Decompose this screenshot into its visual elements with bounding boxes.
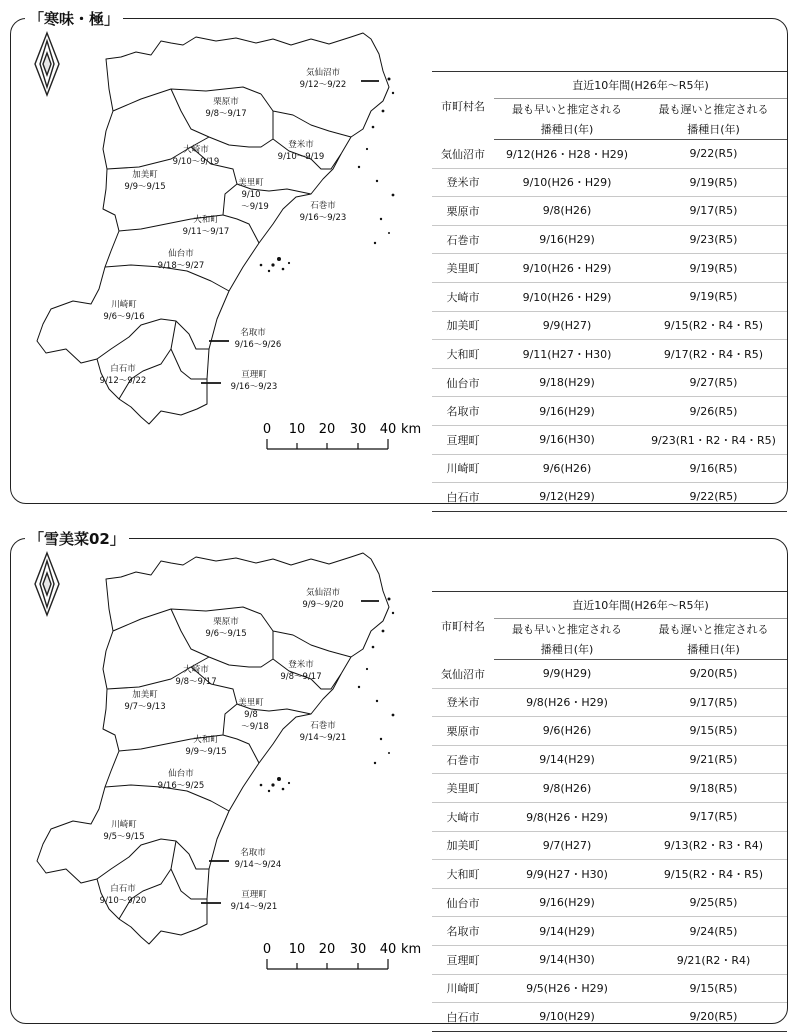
latest-date-cell: 9/17(R2・R4・R5) [640,340,787,369]
map-label-misato-range2: ～9/18 [241,722,269,732]
municipality-cell: 気仙沼市 [432,140,494,169]
earliest-date-cell: 9/18(H29) [494,368,640,397]
compass-icon [35,553,59,615]
earliest-date-cell: 9/8(H26) [494,774,640,803]
earliest-date-cell: 9/9(H27) [494,311,640,340]
scale-bar [263,422,421,449]
latest-date-cell: 9/19(R5) [640,282,787,311]
map-label-shiroishi-range: 9/12～9/22 [99,376,147,386]
table-row [432,717,787,746]
table-row [432,454,787,483]
sowing-date-table [432,591,787,1032]
earliest-date-cell: 9/10(H26・H29) [494,168,640,197]
latest-date-cell: 9/21(R2・R4) [640,945,787,974]
scale-bar [263,942,421,969]
scale-tick-30: 30 [349,422,367,437]
scale-unit: km [401,422,422,437]
municipality-cell: 栗原市 [432,197,494,226]
scale-unit: km [401,942,422,957]
map-label-taiwa-range: 9/9～9/15 [185,747,227,757]
map-label-kurihara-name: 栗原市 [213,97,239,107]
municipality-cell: 登米市 [432,688,494,717]
table-row [432,660,787,689]
municipality-cell: 川崎町 [432,454,494,483]
latest-date-cell: 9/15(R5) [640,974,787,1003]
table-row [432,254,787,283]
map-label-shiroishi-name: 白石市 [110,364,136,374]
map-label-ishinomaki-range: 9/14～9/21 [299,733,347,743]
latest-date-cell: 9/23(R1・R2・R4・R5) [640,425,787,454]
earliest-date-cell: 9/16(H29) [494,397,640,426]
municipality-cell: 白石市 [432,483,494,512]
map-label-tome-name: 登米市 [288,660,314,670]
municipality-cell: 仙台市 [432,888,494,917]
col-header-earliest-sub: 播種日(年) [494,120,640,140]
municipality-cell: 名取市 [432,397,494,426]
earliest-date-cell: 9/16(H29) [494,225,640,254]
map-label-misato-name: 美里町 [238,178,264,188]
col-header-latest-sub: 播種日(年) [640,640,787,660]
scale-tick-30: 30 [349,942,367,957]
table-row [432,282,787,311]
map-label-misato-range1: 9/8 [244,710,258,720]
compass-icon [35,33,59,95]
municipality-cell: 川崎町 [432,974,494,1003]
map-label-osaki-name: 大崎市 [183,145,209,155]
latest-date-cell: 9/17(R5) [640,802,787,831]
map-label-kami-name: 加美町 [132,690,158,700]
earliest-date-cell: 9/12(H29) [494,483,640,512]
map-label-kami-range: 9/9～9/15 [124,182,166,192]
map-label-kurihara-range: 9/8～9/17 [205,109,247,119]
map-label-shiroishi-name: 白石市 [110,884,136,894]
earliest-date-cell: 9/8(H26・H29) [494,802,640,831]
latest-date-cell: 9/23(R5) [640,225,787,254]
map-label-ishinomaki-name: 石巻市 [310,721,336,731]
col-header-latest-sub: 播種日(年) [640,120,787,140]
map-label-misato-name: 美里町 [238,698,264,708]
earliest-date-cell: 9/16(H30) [494,425,640,454]
map-label-shiroishi-range: 9/10～9/20 [99,896,147,906]
earliest-date-cell: 9/10(H29) [494,1003,640,1032]
municipality-cell: 大崎市 [432,282,494,311]
latest-date-cell: 9/20(R5) [640,660,787,689]
earliest-date-cell: 9/9(H27・H30) [494,860,640,889]
earliest-date-cell: 9/8(H26) [494,197,640,226]
table-row [432,688,787,717]
earliest-date-cell: 9/16(H29) [494,888,640,917]
table-row [432,1003,787,1032]
municipality-map [11,539,431,1025]
municipality-cell: 仙台市 [432,368,494,397]
map-label-misato-range1: 9/10 [241,190,261,200]
panel-title: 「寒味・極」 [25,10,123,28]
municipality-map [11,19,431,505]
latest-date-cell: 9/20(R5) [640,1003,787,1032]
map-label-osaki-range: 9/8～9/17 [175,677,217,687]
variety-panel [10,530,788,1024]
latest-date-cell: 9/19(R5) [640,168,787,197]
map-label-kesennuma-name: 気仙沼市 [305,68,341,78]
table-row [432,483,787,512]
scale-tick-20: 20 [318,422,336,437]
map-label-kami-range: 9/7～9/13 [124,702,166,712]
table-row [432,860,787,889]
municipality-cell: 白石市 [432,1003,494,1032]
municipality-cell: 大和町 [432,860,494,889]
map-label-watari-name: 亘理町 [241,890,267,900]
municipality-cell: 美里町 [432,774,494,803]
latest-date-cell: 9/21(R5) [640,745,787,774]
earliest-date-cell: 9/6(H26) [494,717,640,746]
latest-date-cell: 9/24(R5) [640,917,787,946]
map-label-watari-name: 亘理町 [241,370,267,380]
municipality-cell: 栗原市 [432,717,494,746]
latest-date-cell: 9/15(R2・R4・R5) [640,311,787,340]
table-row [432,197,787,226]
table-row [432,974,787,1003]
table-row [432,168,787,197]
table-row [432,802,787,831]
map-label-kesennuma-range: 9/9～9/20 [302,600,344,610]
map-label-kesennuma-range: 9/12～9/22 [299,80,347,90]
latest-date-cell: 9/15(R2・R4・R5) [640,860,787,889]
earliest-date-cell: 9/14(H29) [494,917,640,946]
earliest-date-cell: 9/7(H27) [494,831,640,860]
sowing-date-table [432,71,787,512]
map-label-sendai-range: 9/18～9/27 [157,261,205,271]
earliest-date-cell: 9/12(H26・H28・H29) [494,140,640,169]
latest-date-cell: 9/13(R2・R3・R4) [640,831,787,860]
latest-date-cell: 9/16(R5) [640,454,787,483]
municipality-cell: 登米市 [432,168,494,197]
latest-date-cell: 9/26(R5) [640,397,787,426]
col-header-earliest: 最も早いと推定される [494,99,640,121]
municipality-cell: 亘理町 [432,425,494,454]
earliest-date-cell: 9/10(H26・H29) [494,254,640,283]
table-row [432,945,787,974]
earliest-date-cell: 9/10(H26・H29) [494,282,640,311]
table-row [432,425,787,454]
municipality-cell: 気仙沼市 [432,660,494,689]
table-row [432,831,787,860]
table-row [432,368,787,397]
scale-tick-20: 20 [318,942,336,957]
earliest-date-cell: 9/9(H29) [494,660,640,689]
map-label-taiwa-range: 9/11～9/17 [182,227,230,237]
map-label-osaki-range: 9/10～9/19 [172,157,220,167]
table-row [432,774,787,803]
municipality-cell: 亘理町 [432,945,494,974]
latest-date-cell: 9/17(R5) [640,197,787,226]
map-label-kesennuma-name: 気仙沼市 [305,588,341,598]
latest-date-cell: 9/17(R5) [640,688,787,717]
latest-date-cell: 9/18(R5) [640,774,787,803]
municipality-cell: 石巻市 [432,745,494,774]
map-label-watari-range: 9/16～9/23 [230,382,278,392]
map-label-natori-name: 名取市 [240,328,266,338]
earliest-date-cell: 9/5(H26・H29) [494,974,640,1003]
scale-tick-0: 0 [262,942,272,957]
municipality-cell: 美里町 [432,254,494,283]
map-label-ishinomaki-name: 石巻市 [310,201,336,211]
scale-tick-10: 10 [288,422,306,437]
map-label-natori-range: 9/16～9/26 [234,340,282,350]
map-label-kurihara-range: 9/6～9/15 [205,629,247,639]
map-label-osaki-name: 大崎市 [183,665,209,675]
col-header-municipality: 市町村名 [432,592,494,660]
scale-tick-40: 40 [379,942,397,957]
municipality-cell: 加美町 [432,831,494,860]
scale-tick-0: 0 [262,422,272,437]
latest-date-cell: 9/22(R5) [640,140,787,169]
municipality-cell: 石巻市 [432,225,494,254]
map-label-natori-name: 名取市 [240,848,266,858]
municipality-cell: 大崎市 [432,802,494,831]
map-label-natori-range: 9/14～9/24 [234,860,282,870]
latest-date-cell: 9/22(R5) [640,483,787,512]
col-header-earliest-sub: 播種日(年) [494,640,640,660]
table-row [432,311,787,340]
col-header-period: 直近10年間(H26年～R5年) [494,72,787,99]
map-label-kawasaki-name: 川崎町 [111,820,137,830]
map-label-ishinomaki-range: 9/16～9/23 [299,213,347,223]
earliest-date-cell: 9/14(H29) [494,745,640,774]
table-row [432,917,787,946]
table-row [432,225,787,254]
scale-tick-10: 10 [288,942,306,957]
table-row [432,888,787,917]
earliest-date-cell: 9/8(H26・H29) [494,688,640,717]
earliest-date-cell: 9/11(H27・H30) [494,340,640,369]
table-row [432,397,787,426]
map-label-taiwa-name: 大和町 [193,215,219,225]
earliest-date-cell: 9/14(H30) [494,945,640,974]
municipality-cell: 加美町 [432,311,494,340]
col-header-latest: 最も遅いと推定される [640,99,787,121]
col-header-municipality: 市町村名 [432,72,494,140]
map-label-tome-range: 9/10～9/19 [277,152,325,162]
map-label-kawasaki-name: 川崎町 [111,300,137,310]
map-label-watari-range: 9/14～9/21 [230,902,278,912]
col-header-latest: 最も遅いと推定される [640,619,787,641]
table-row [432,745,787,774]
table-row [432,140,787,169]
map-label-kami-name: 加美町 [132,170,158,180]
map-label-taiwa-name: 大和町 [193,735,219,745]
map-label-sendai-name: 仙台市 [168,769,194,779]
map-label-kawasaki-range: 9/5～9/15 [103,832,145,842]
map-label-kurihara-name: 栗原市 [213,617,239,627]
variety-panel [10,10,788,504]
latest-date-cell: 9/27(R5) [640,368,787,397]
table-row [432,340,787,369]
earliest-date-cell: 9/6(H26) [494,454,640,483]
municipality-cell: 名取市 [432,917,494,946]
map-label-sendai-name: 仙台市 [168,249,194,259]
col-header-period: 直近10年間(H26年～R5年) [494,592,787,619]
latest-date-cell: 9/19(R5) [640,254,787,283]
scale-tick-40: 40 [379,422,397,437]
map-label-kawasaki-range: 9/6～9/16 [103,312,145,322]
map-label-tome-range: 9/8～9/17 [280,672,322,682]
map-label-misato-range2: ～9/19 [241,202,269,212]
municipality-cell: 大和町 [432,340,494,369]
panel-title: 「雪美菜02」 [25,530,129,548]
col-header-earliest: 最も早いと推定される [494,619,640,641]
map-label-sendai-range: 9/16～9/25 [157,781,205,791]
map-label-tome-name: 登米市 [288,140,314,150]
latest-date-cell: 9/15(R5) [640,717,787,746]
latest-date-cell: 9/25(R5) [640,888,787,917]
